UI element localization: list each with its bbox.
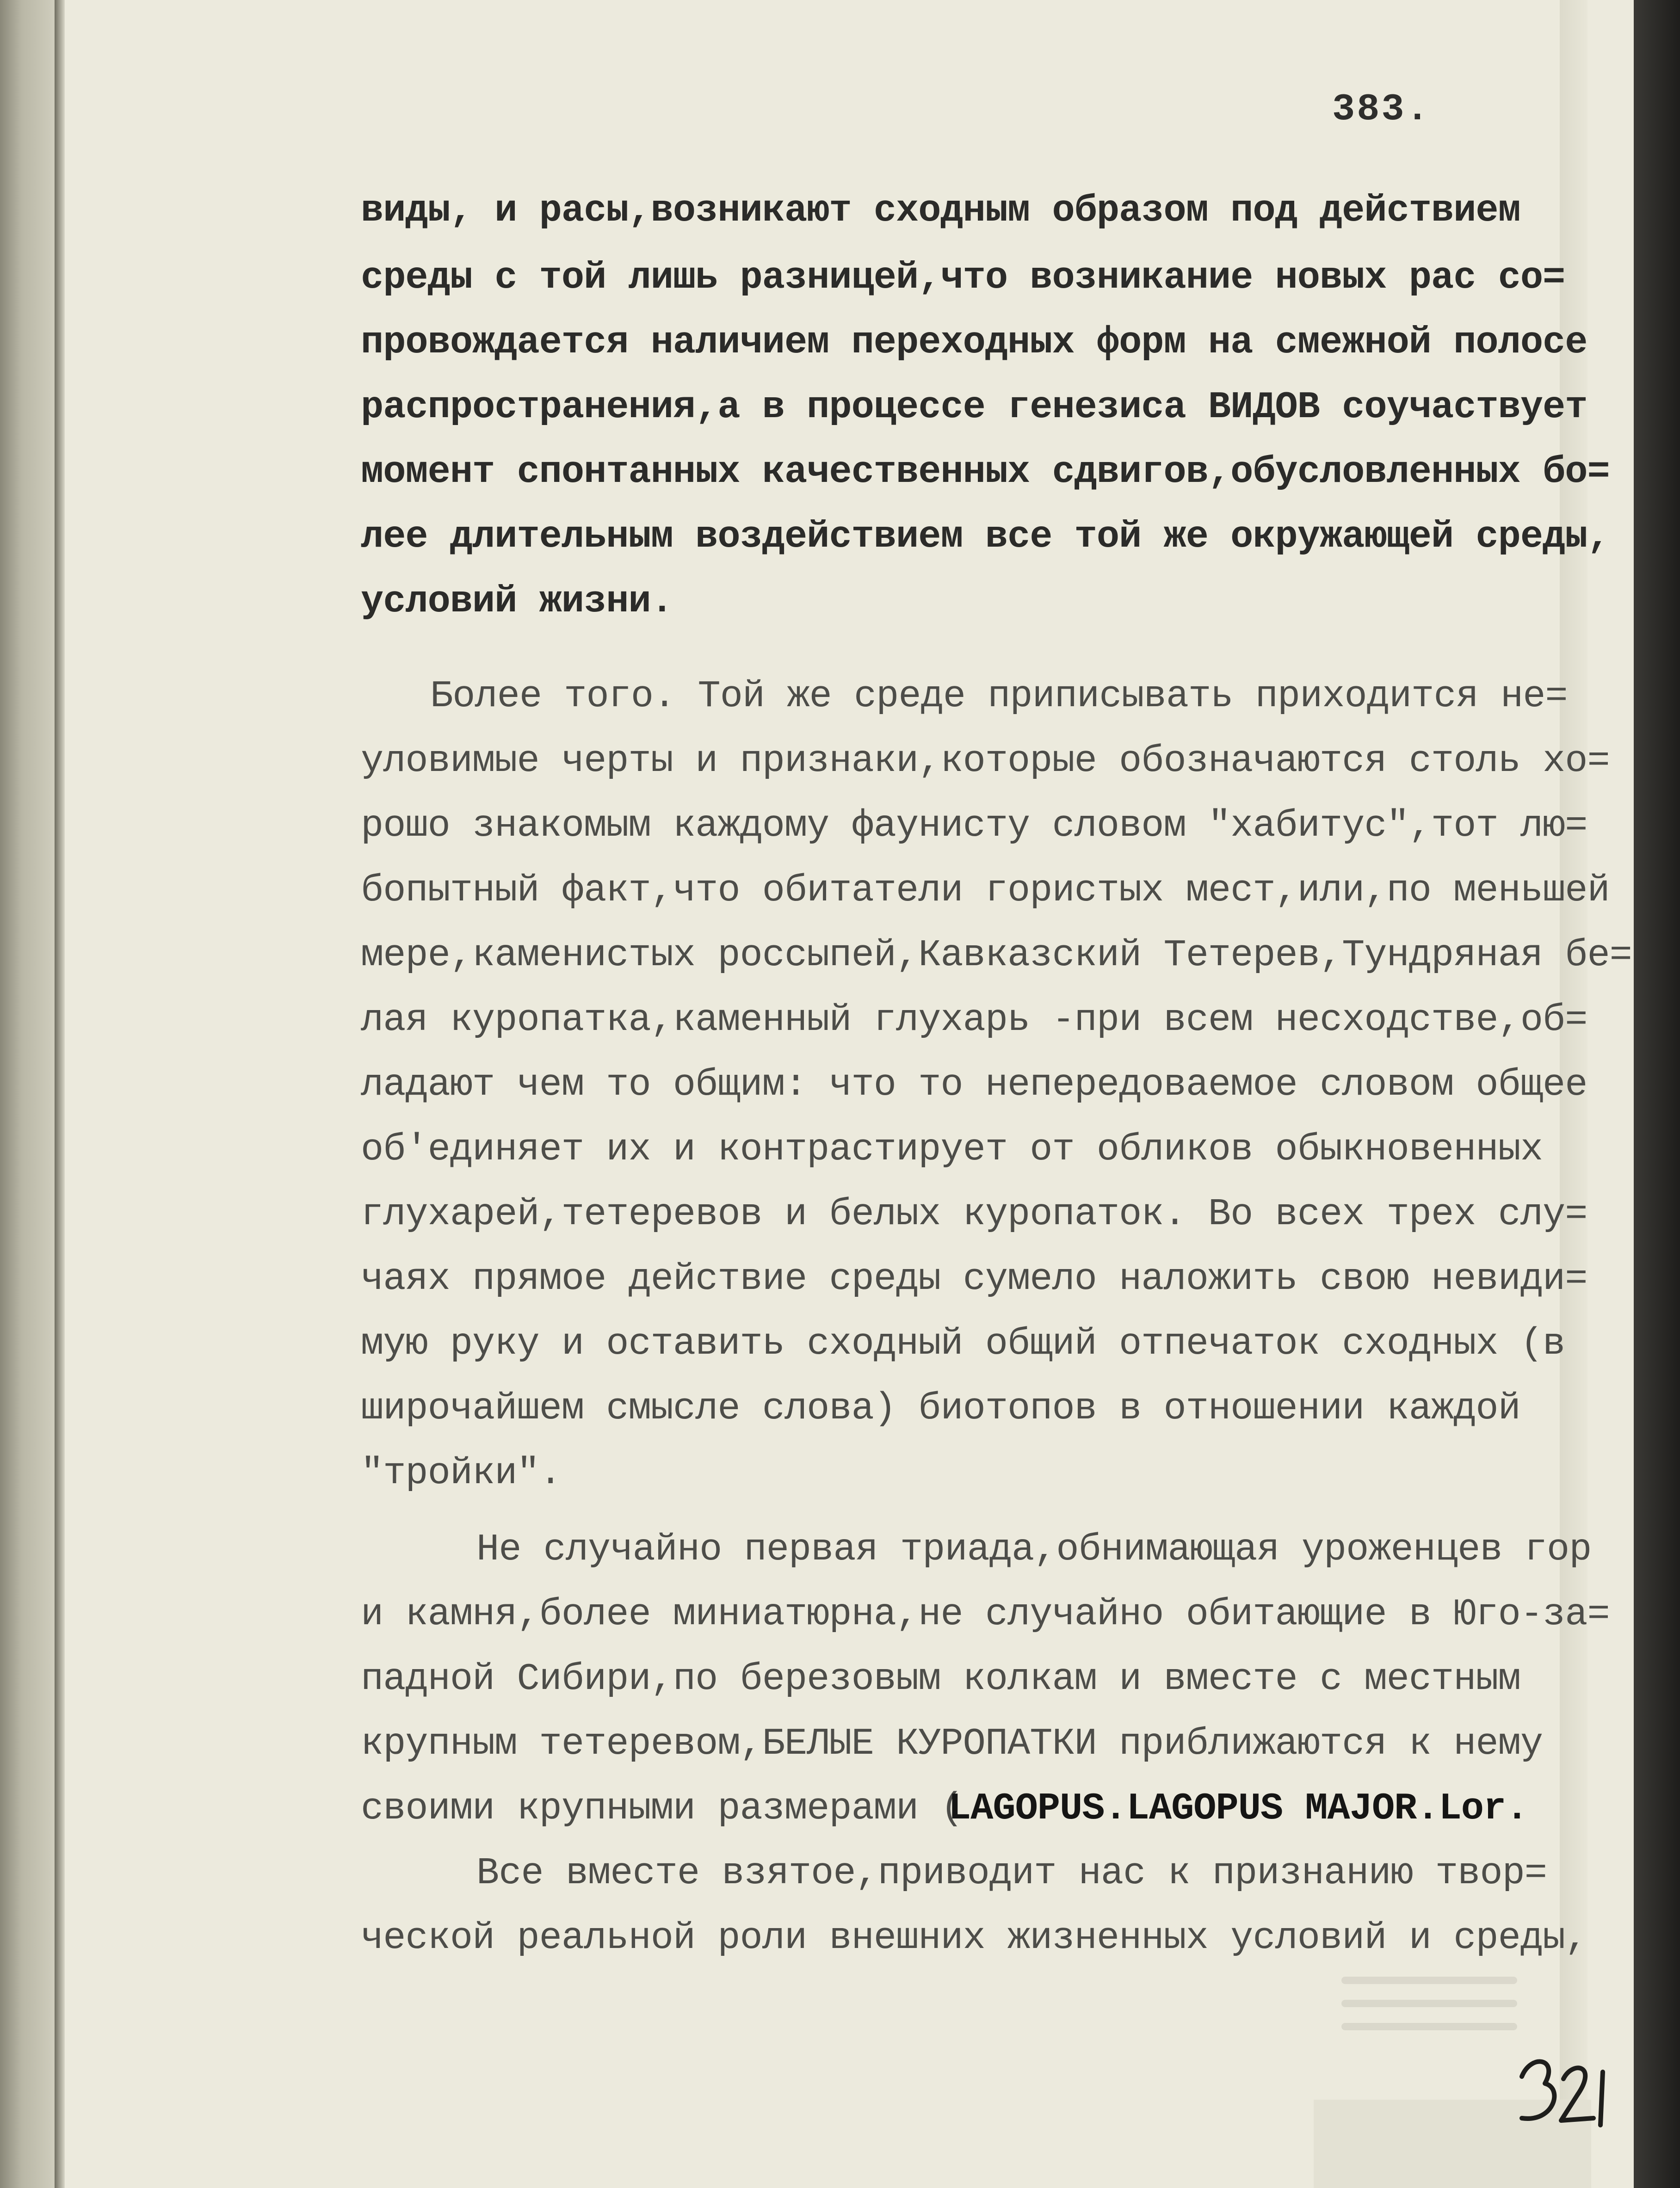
text-line: об'единяет их и контрастирует от обликов обыкновенных bbox=[361, 1128, 1543, 1171]
handwritten-folio-number bbox=[1513, 2044, 1619, 2137]
text-line: Все вместе взятое,приводит нас к признанию твор= bbox=[476, 1852, 1547, 1895]
text-line: и камня,более миниатюрна,не случайно обитающие в Юго-за= bbox=[361, 1593, 1610, 1636]
folio-digits bbox=[1522, 2062, 1603, 2125]
text-line: лая куропатка,каменный глухарь -при всем несходстве,об= bbox=[361, 998, 1587, 1042]
text-line: лее длительным воздействием все той же окружающей среды, bbox=[361, 515, 1610, 558]
text-line: "тройки". bbox=[361, 1452, 562, 1495]
text-line: Не случайно первая триада,обнимающая уроженцев гор bbox=[476, 1528, 1592, 1571]
text-line: крупным тетеревом,БЕЛЫЕ КУРОПАТКИ приближаются к нему bbox=[361, 1722, 1543, 1765]
latin-species-name: LAGOPUS.LAGOPUS MAJOR.Lor. bbox=[948, 1787, 1528, 1830]
text-line: ческой реальной роли внешних жизненных условий и среды, bbox=[361, 1917, 1587, 1960]
text-line: своими крупными размерами ( bbox=[361, 1787, 963, 1830]
text-line: ладают чем то общим: что то непередоваемое словом общее bbox=[361, 1063, 1587, 1106]
page-number: 383. bbox=[1332, 88, 1431, 131]
page-shadow bbox=[55, 0, 65, 2188]
previous-page-edge bbox=[0, 0, 55, 2188]
text-line: мую руку и оставить сходный общий отпечаток сходных (в bbox=[361, 1322, 1565, 1365]
text-line: рошо знакомым каждому фаунисту словом "хабитус",тот лю= bbox=[361, 804, 1587, 847]
text-line: условий жизни. bbox=[361, 580, 673, 623]
text-line: бопытный факт,что обитатели гористых мест,или,по меньшей bbox=[361, 869, 1610, 912]
scanner-border bbox=[1634, 0, 1680, 2188]
text-line: широчайшем смысле слова) биотопов в отношении каждой bbox=[361, 1387, 1520, 1430]
text-line: провождается наличием переходных форм на смежной полосе bbox=[361, 321, 1587, 364]
folio-text: 321 bbox=[1517, 2131, 1519, 2133]
text-line: распространения,а в процессе генезиса ВИДОВ соучаствует bbox=[361, 386, 1587, 429]
text-line: уловимые черты и признаки,которые обозначаются столь хо= bbox=[361, 740, 1610, 783]
text-line: чаях прямое действие среды сумело наложить свою невиди= bbox=[361, 1257, 1587, 1300]
text-line: глухарей,тетеревов и белых куропаток. Во всех трех слу= bbox=[361, 1193, 1587, 1236]
text-line: падной Сибири,по березовым колкам и вместе с местным bbox=[361, 1658, 1520, 1701]
text-line: виды, и расы,возникают сходным образом под действием bbox=[361, 189, 1520, 232]
text-line: момент спонтанных качественных сдвигов,обусловленных бо= bbox=[361, 450, 1610, 493]
text-line: мере,каменистых россыпей,Кавказский Тетерев,Тундряная бе= bbox=[361, 934, 1632, 977]
text-line: среды с той лишь разницей,что возникание новых рас со= bbox=[361, 256, 1565, 299]
text-line: Более того. Той же среде приписывать приходится не= bbox=[430, 675, 1568, 718]
faint-archive-stamp bbox=[1332, 1961, 1526, 2049]
